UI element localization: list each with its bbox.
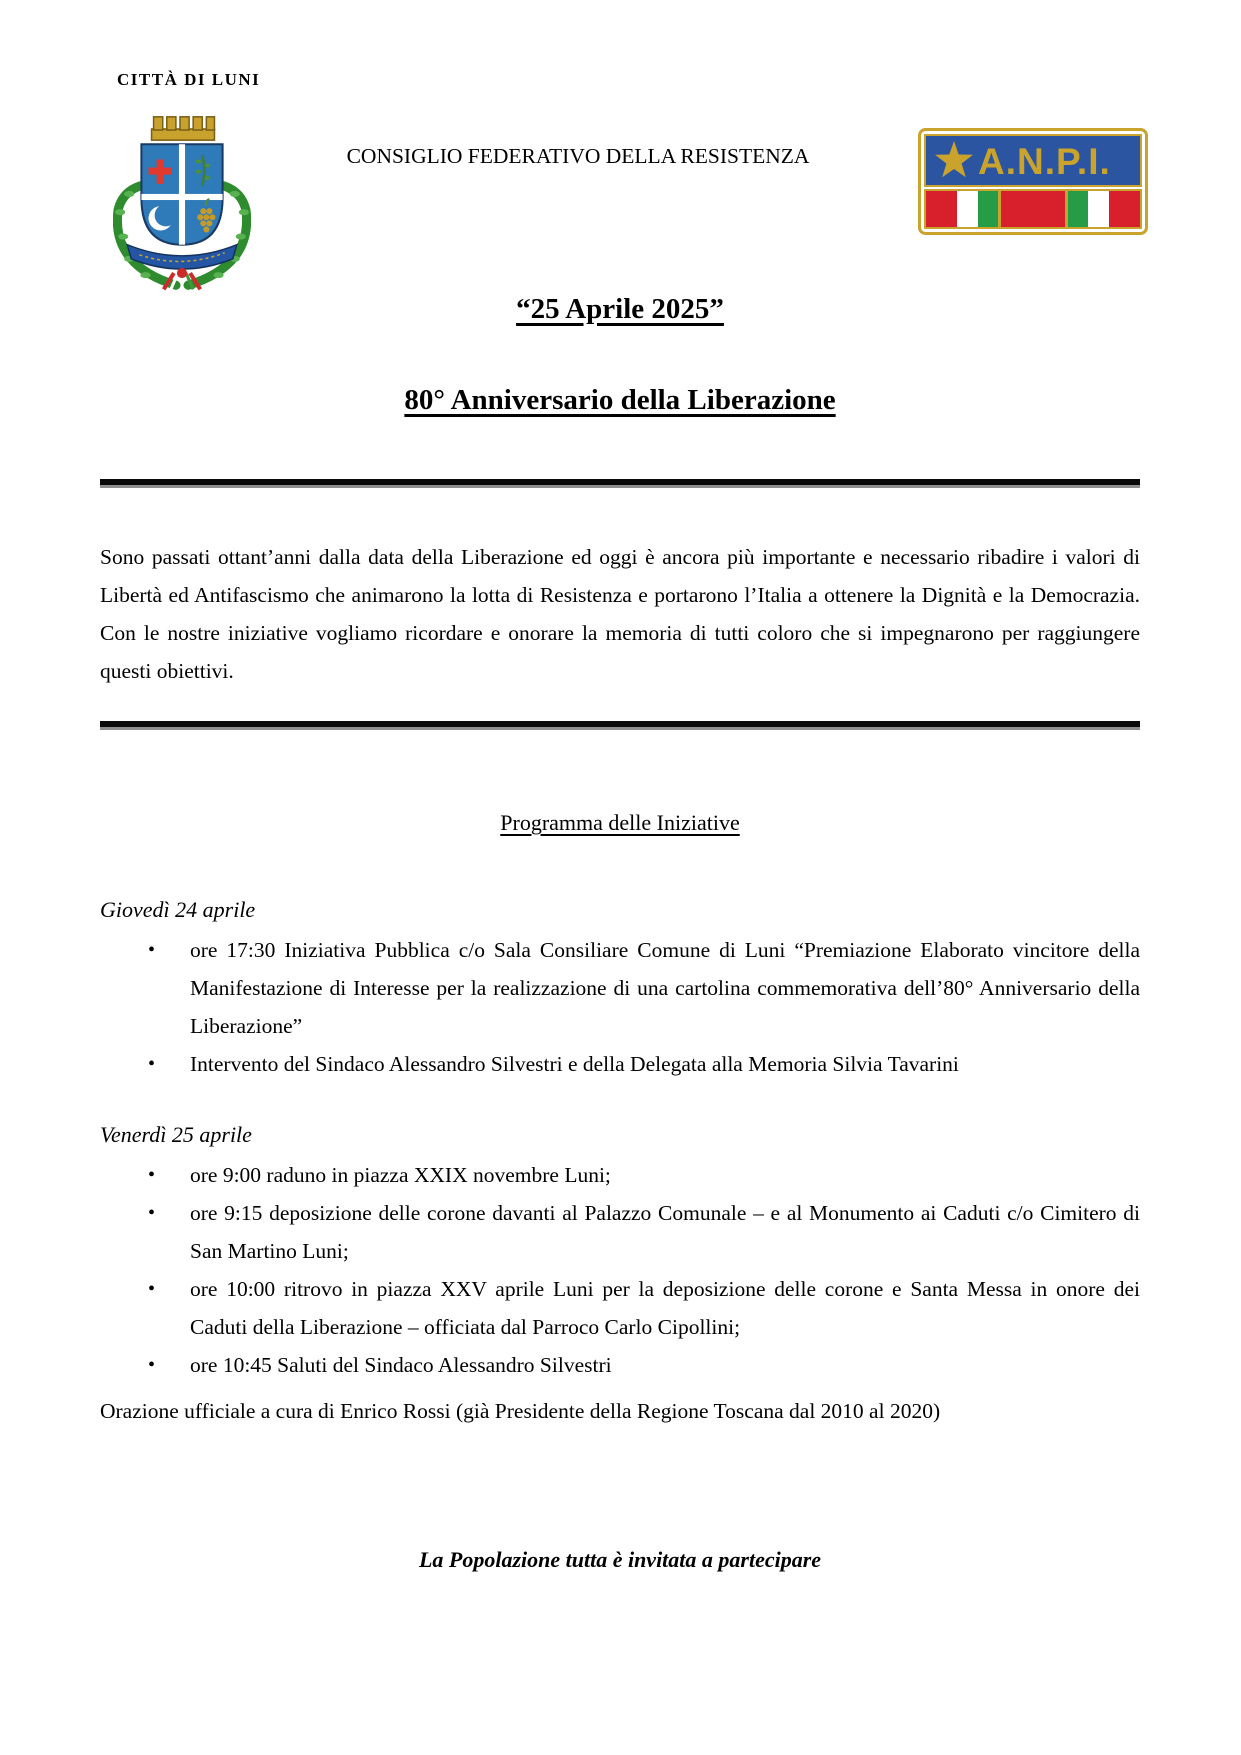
anpi-text: A.N.P.I. <box>978 141 1111 182</box>
thursday-list <box>100 931 1140 1083</box>
friday-list <box>100 1156 1140 1384</box>
bullet-icon: • <box>148 1278 156 1300</box>
bullet-icon: • <box>148 1202 156 1224</box>
divider-bottom <box>100 721 1140 730</box>
bullet-icon: • <box>148 1053 156 1075</box>
bullet-icon: • <box>148 939 156 961</box>
list-item <box>100 1156 1140 1194</box>
list-item <box>100 931 1140 1045</box>
program-heading: Programma delle Iniziative <box>500 810 740 835</box>
anpi-ribbon <box>925 190 1141 228</box>
list-item <box>100 1045 1140 1083</box>
list-item <box>100 1270 1140 1346</box>
list-item-text: ore 17:30 Iniziativa Pubblica c/o Sala Consiliare Comune di Luni “Premiazione Elaborato vincitore della Manifestazione di Interesse per la realizzazione di una cartolina commemorativa dell’80° Anniversario della Liberazione” <box>190 938 1140 1038</box>
list-item-text: ore 9:15 deposizione delle corone davanti al Palazzo Comunale – e al Monumento ai Caduti c/o Cimitero di San Martino Luni; <box>190 1201 1140 1263</box>
oration-line: Orazione ufficiale a cura di Enrico Rossi (già Presidente della Regione Toscana dal 2010 al 2020) <box>100 1399 941 1423</box>
closing-line: La Popolazione tutta è invitata a partecipare <box>418 1547 822 1572</box>
city-label: CITTÀ DI LUNI <box>117 70 261 89</box>
bullet-icon: • <box>148 1354 156 1376</box>
document-title: “25 Aprile 2025” <box>516 293 724 325</box>
day-heading-thursday: Giovedì 24 aprile <box>100 897 256 922</box>
list-item <box>100 1346 1140 1384</box>
list-item-text: Intervento del Sindaco Alessandro Silvestri e della Delegata alla Memoria Silvia Tavarini <box>190 1052 959 1076</box>
shield <box>141 144 222 244</box>
intro-paragraph: Sono passati ottant’anni dalla data della Liberazione ed oggi è ancora più importante e necessario ribadire i valori di Libertà ed Antifascismo che animarono la lotta di Resistenza e portarono l’Italia a ottenere la Dignità e la Democrazia. Con le nostre iniziative vogliamo ricordare e onorare la memoria di tutti coloro che si impegnarono per raggiungere questi obiettivi. <box>100 545 1140 683</box>
list-item-text: ore 10:45 Saluti del Sindaco Alessandro Silvestri <box>190 1353 612 1377</box>
list-item <box>100 1194 1140 1270</box>
anpi-logo <box>918 128 1148 235</box>
city-crest-icon <box>113 104 251 292</box>
mural-crown <box>152 117 215 140</box>
org-header: CONSIGLIO FEDERATIVO DELLA RESISTENZA <box>346 144 810 168</box>
day-heading-friday: Venerdì 25 aprile <box>100 1122 252 1147</box>
list-item-text: ore 10:00 ritrovo in piazza XXV aprile Luni per la deposizione delle corone e Santa Messa in onore dei Caduti della Liberazione – officiata dal Parroco Carlo Cipollini; <box>190 1277 1140 1339</box>
list-item-text: ore 9:00 raduno in piazza XXIX novembre Luni; <box>190 1163 611 1187</box>
document-subtitle: 80° Anniversario della Liberazione <box>404 384 836 416</box>
divider-top <box>100 479 1140 488</box>
bullet-icon: • <box>148 1164 156 1186</box>
